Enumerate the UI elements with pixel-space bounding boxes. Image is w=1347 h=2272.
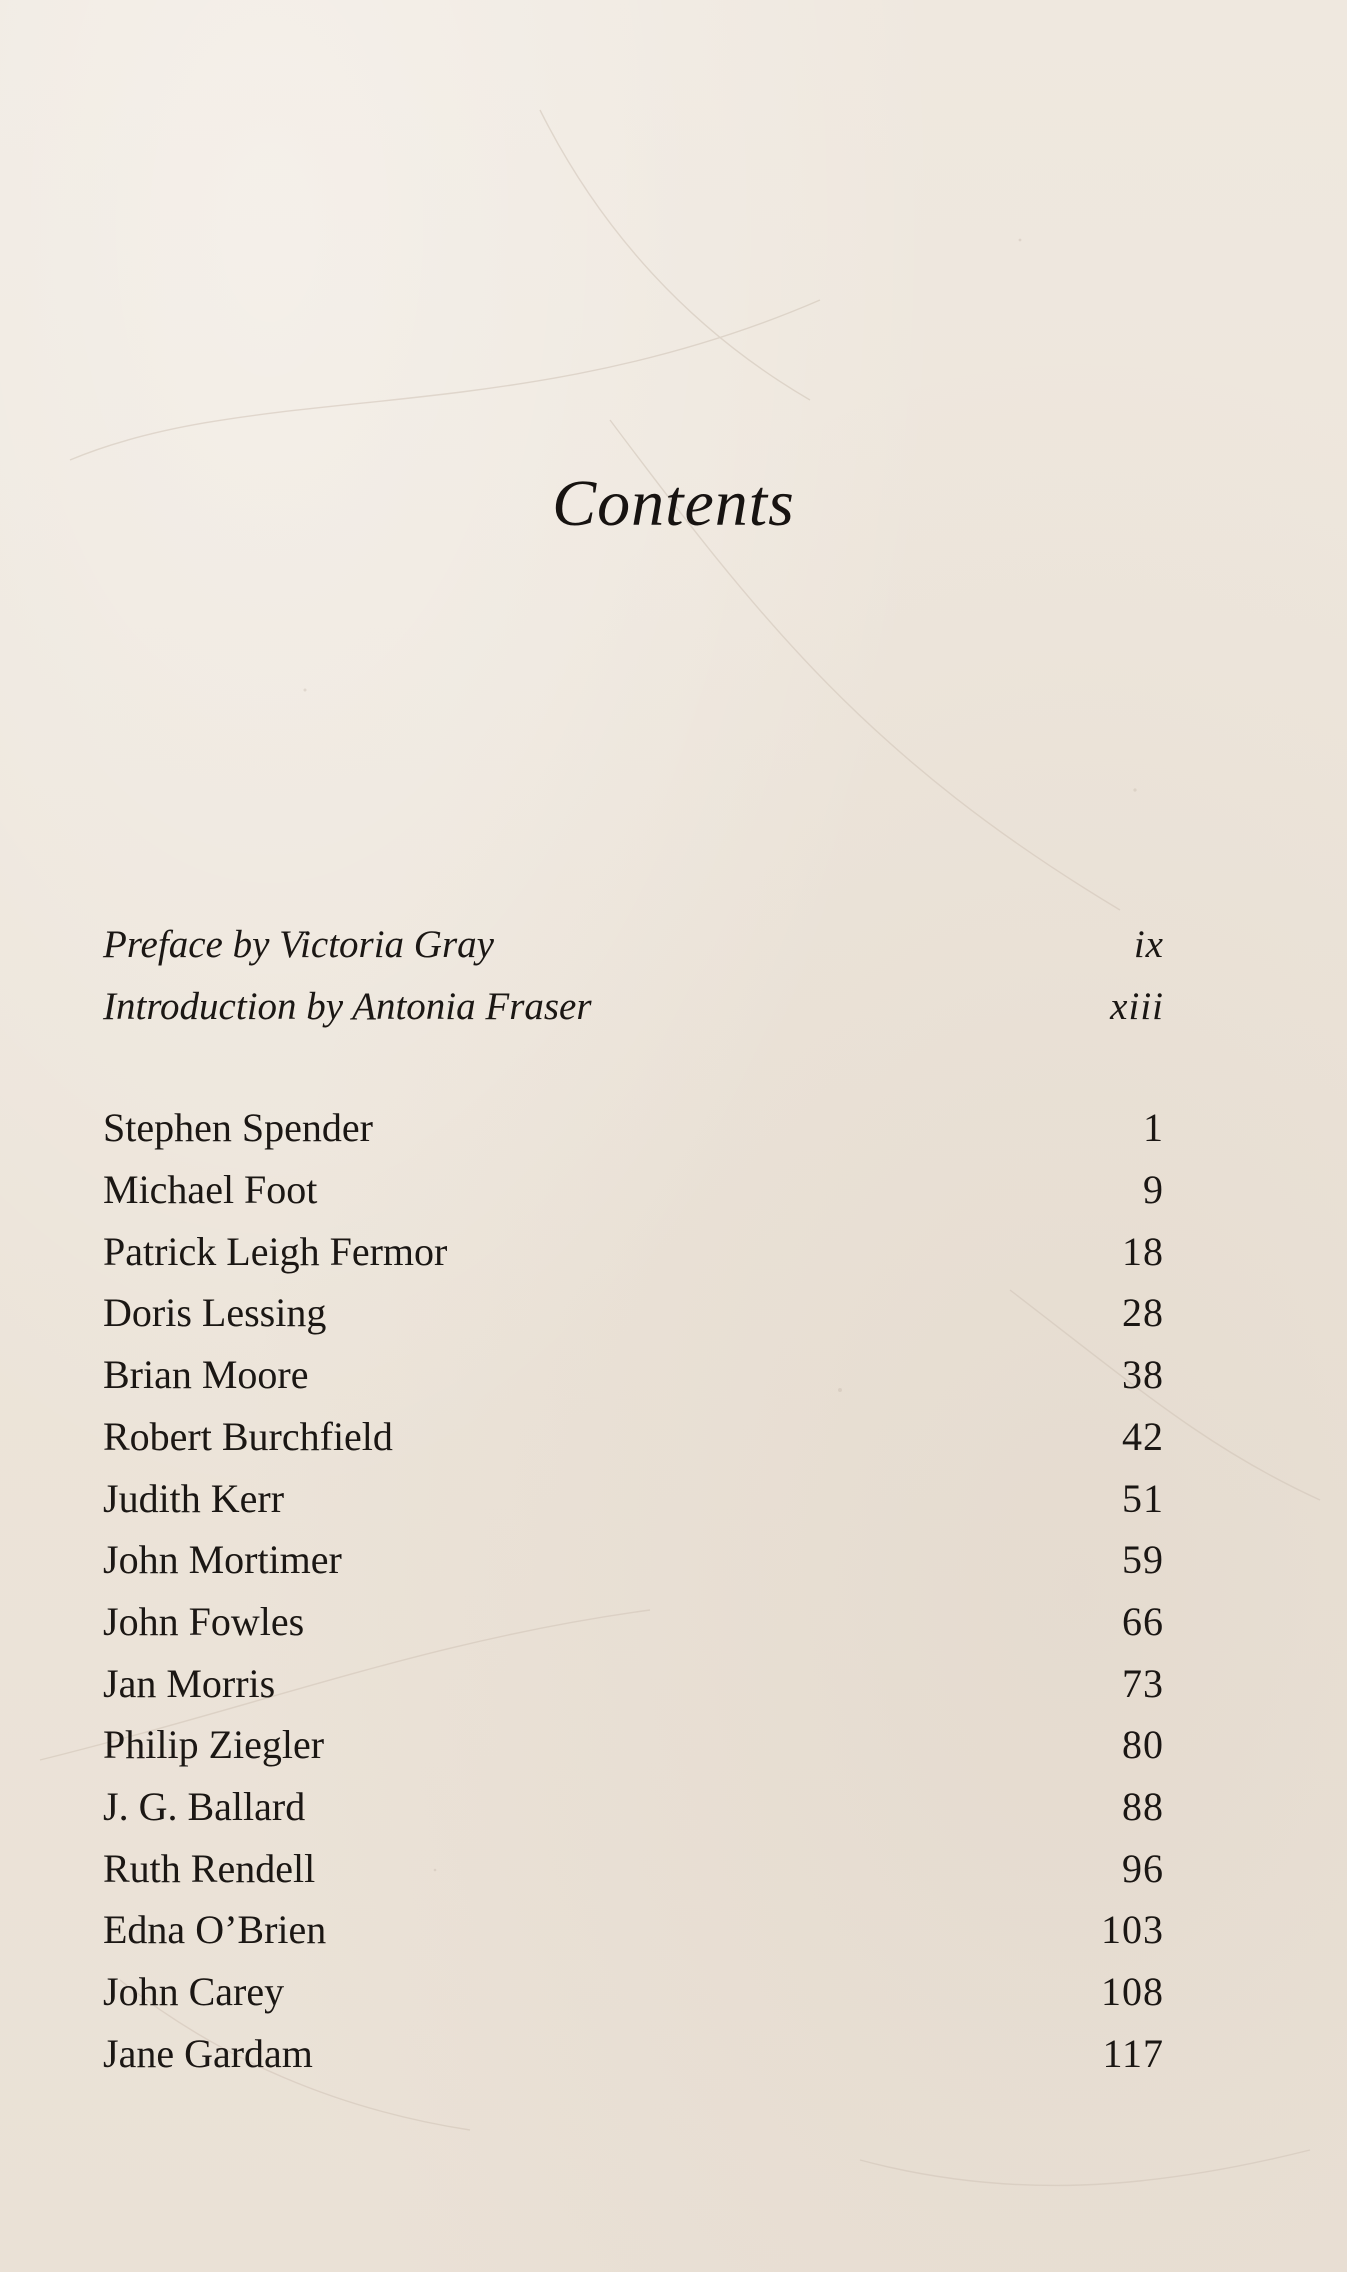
toc-entry <box>103 1776 1164 1838</box>
entry-page-number: 59 <box>1122 1537 1164 1583</box>
entry-page-number: 51 <box>1122 1475 1164 1521</box>
entry-page-number: 108 <box>1101 1969 1164 2014</box>
entry-page-number: 103 <box>1101 1907 1164 1953</box>
entry-title: John Mortimer <box>103 1537 342 1583</box>
entry-title: Ruth Rendell <box>103 1845 316 1891</box>
entry-page-number: 28 <box>1122 1290 1164 1336</box>
toc-entry <box>103 1961 1164 2023</box>
entry-title: Introduction by Antonia Fraser <box>103 984 592 1028</box>
toc-entry <box>103 1097 1164 1159</box>
entry-title: Preface by Victoria Gray <box>103 923 494 966</box>
toc-entry <box>103 2023 1164 2085</box>
entry-page-number: 9 <box>1143 1167 1164 1213</box>
entry-title: Philip Ziegler <box>103 1722 325 1768</box>
entry-page-number: 42 <box>1122 1413 1164 1459</box>
entry-title: Robert Burchfield <box>103 1413 393 1459</box>
section-spacer <box>103 1037 1164 1097</box>
toc-entry <box>103 1838 1164 1900</box>
toc-entry-preface <box>103 914 1164 976</box>
entry-title: Patrick Leigh Fermor <box>103 1228 448 1274</box>
entry-title: Edna O’Brien <box>103 1907 327 1953</box>
entry-title: Doris Lessing <box>103 1290 327 1336</box>
toc-entry <box>103 1899 1164 1961</box>
toc-entry <box>103 1282 1164 1344</box>
toc-entry <box>103 1591 1164 1653</box>
entry-title: Jane Gardam <box>103 2030 313 2076</box>
entry-title: John Fowles <box>103 1598 305 1644</box>
entry-page-number: ix <box>1133 923 1164 966</box>
table-of-contents <box>103 914 1164 2084</box>
toc-entry-introduction <box>103 976 1164 1038</box>
entry-page-number: xiii <box>1110 984 1164 1028</box>
toc-entry <box>103 1714 1164 1776</box>
page-title: Contents <box>552 467 795 540</box>
entry-page-number: 96 <box>1122 1845 1164 1891</box>
entry-title: J. G. Ballard <box>103 1783 306 1829</box>
entry-page-number: 80 <box>1122 1722 1164 1768</box>
toc-entry <box>103 1344 1164 1406</box>
toc-entry <box>103 1406 1164 1468</box>
entry-title: Stephen Spender <box>103 1105 373 1151</box>
entry-title: John Carey <box>103 1969 285 2014</box>
toc-entry <box>103 1529 1164 1591</box>
toc-entry <box>103 1221 1164 1283</box>
toc-entry <box>103 1653 1164 1715</box>
entry-page-number: 73 <box>1122 1660 1164 1706</box>
entry-title: Michael Foot <box>103 1167 318 1213</box>
toc-entry <box>103 1468 1164 1530</box>
entry-page-number: 18 <box>1122 1228 1164 1274</box>
entry-page-number: 66 <box>1122 1598 1164 1644</box>
entry-page-number: 38 <box>1122 1352 1164 1398</box>
entry-page-number: 88 <box>1122 1783 1164 1829</box>
toc-entry <box>103 1159 1164 1221</box>
entry-page-number: 117 <box>1102 2030 1164 2076</box>
entry-page-number: 1 <box>1143 1105 1164 1151</box>
entry-title: Brian Moore <box>103 1352 309 1398</box>
entry-title: Jan Morris <box>103 1660 276 1706</box>
entry-title: Judith Kerr <box>103 1475 285 1521</box>
